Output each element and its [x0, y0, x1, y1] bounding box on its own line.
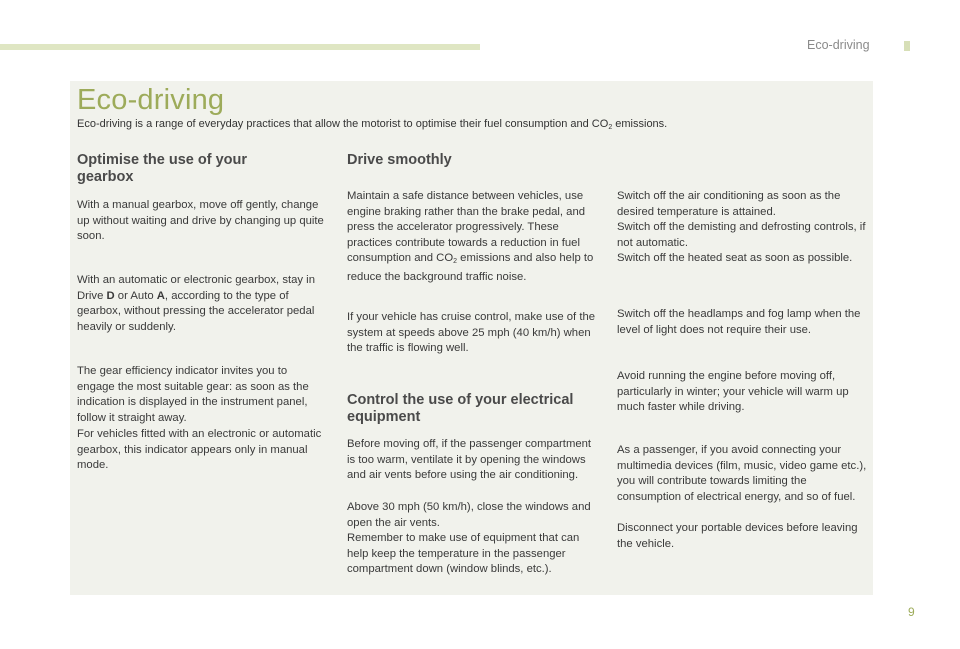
header-marker — [904, 41, 910, 51]
electrical-equipment-text: Remember to make use of equipment that can help keep the temperature in the passenger compartment down (window blinds, etc.). — [347, 532, 580, 576]
drive-smoothly-text: Maintain a safe distance between vehicles, use engine braking rather than the brake pedal, and press the accelerator progressively. These practices contribute towards a reduction in fuel consumption and $CO_2$ emissions and also help to reduce the background traffic noise. — [347, 190, 594, 283]
electrical-heading: Control the use of your electrical equipment — [347, 392, 574, 425]
gearbox-heading: Optimise the use of your gearbox — [77, 152, 247, 185]
cruise-control-text: If your vehicle has cruise control, make use of the system at speeds above 25 mph (40 km/h) when the traffic is flowing well. — [347, 311, 596, 355]
demisting-text: Switch off the demisting and defrosting controls, if not automatic. — [617, 221, 866, 249]
page-number: 9 — [908, 605, 915, 619]
headlamps-text: Switch off the headlamps and fog lamp when the level of light does not require their use. — [617, 308, 861, 336]
page-title: Eco-driving — [77, 84, 225, 116]
heated-seat-text: Switch off the heated seat as soon as possible. — [617, 252, 853, 264]
portable-devices-text: Disconnect your portable devices before leaving the vehicle. — [617, 522, 858, 550]
gearbox-automatic-text: With an automatic or electronic gearbox, stay in Drive D or Auto A, according to the type of gearbox, without pressing the accelerator pedal heavily or suddenly. — [77, 274, 315, 333]
gear-indicator-note: For vehicles fitted with an electronic or automatic gearbox, this indicator appears only in manual mode. — [77, 428, 322, 472]
drive-smoothly-heading: Drive smoothly — [347, 152, 452, 168]
header-accent-bar — [0, 44, 480, 50]
air-conditioning-text: Switch off the air conditioning as soon as the desired temperature is attained. — [617, 190, 841, 218]
gearbox-manual-text: With a manual gearbox, move off gently, change up without waiting and drive by changing up quite soon. — [77, 199, 324, 243]
electrical-windows-text: Above 30 mph (50 km/h), close the windows and open the air vents. — [347, 501, 591, 529]
multimedia-text: As a passenger, if you avoid connecting your multimedia devices (film, music, video game etc.), you will contribute towards limiting the consumption of electrical energy, and so of fuel. — [617, 444, 867, 503]
engine-warmup-text: Avoid running the engine before moving off, particularly in winter; your vehicle will warm up much faster while driving. — [617, 370, 849, 414]
gear-indicator-text: The gear efficiency indicator invites you to engage the most suitable gear: as soon as the indication is displayed in the instrument panel, follow it straight away. — [77, 365, 309, 424]
intro-text: Eco-driving is a range of everyday practices that allow the motorist to optimise their fuel consumption and $CO_2$ emissions. — [77, 118, 668, 131]
electrical-ventilate-text: Before moving off, if the passenger compartment is too warm, ventilate it by opening the windows and air vents before using the air conditioning. — [347, 438, 592, 482]
running-header: Eco-driving — [807, 38, 870, 52]
